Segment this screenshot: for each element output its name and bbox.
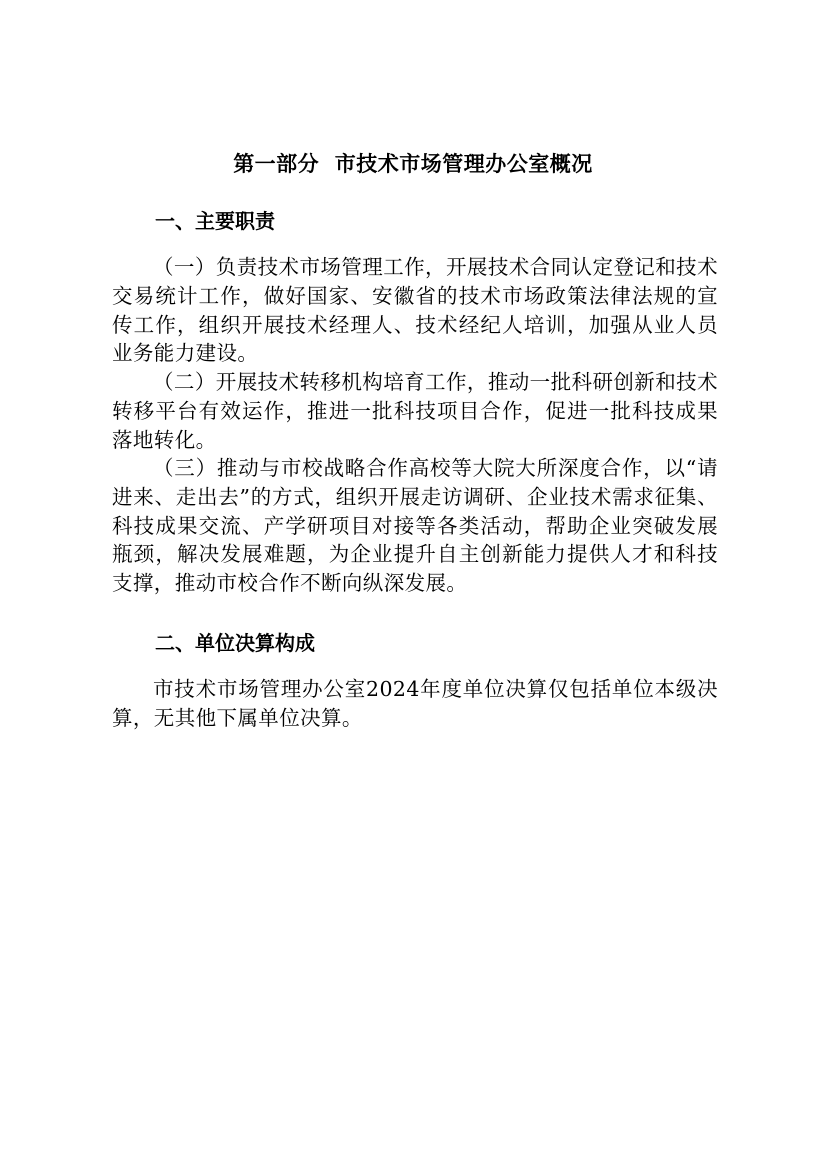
paragraph-duty-2: （二）开展技术转移机构培育工作，推动一批科研创新和技术转移平台有效运作，推进一批科技项目合作，促进一批科技成果落地转化。 xyxy=(112,370,718,452)
page-title: 第一部分 市技术市场管理办公室概况 xyxy=(233,152,593,176)
paragraph-duty-1: （一）负责技术市场管理工作，开展技术合同认定登记和技术交易统计工作，做好国家、安徽省的技术市场政策法律法规的宣传工作，组织开展技术经理人、技术经纪人培训，加强从业人员业务能力建设。 xyxy=(112,255,718,366)
section-heading-composition: 二、单位决算构成 xyxy=(155,631,315,655)
paragraph-composition: 市技术市场管理办公室2024年度单位决算仅包括单位本级决算，无其他下属单位决算。 xyxy=(112,677,718,730)
section-heading-duties: 一、主要职责 xyxy=(155,209,275,233)
paragraph-duty-3: （三）推动与市校战略合作高校等大院大所深度合作，以“请进来、走出去”的方式，组织开展走访调研、企业技术需求征集、科技成果交流、产学研项目对接等各类活动，帮助企业突破发展瓶颈，解决发展难题，为企业提升自主创新能力提供人才和科技支撑，推动市校合作不断向纵深发展。 xyxy=(112,456,718,596)
